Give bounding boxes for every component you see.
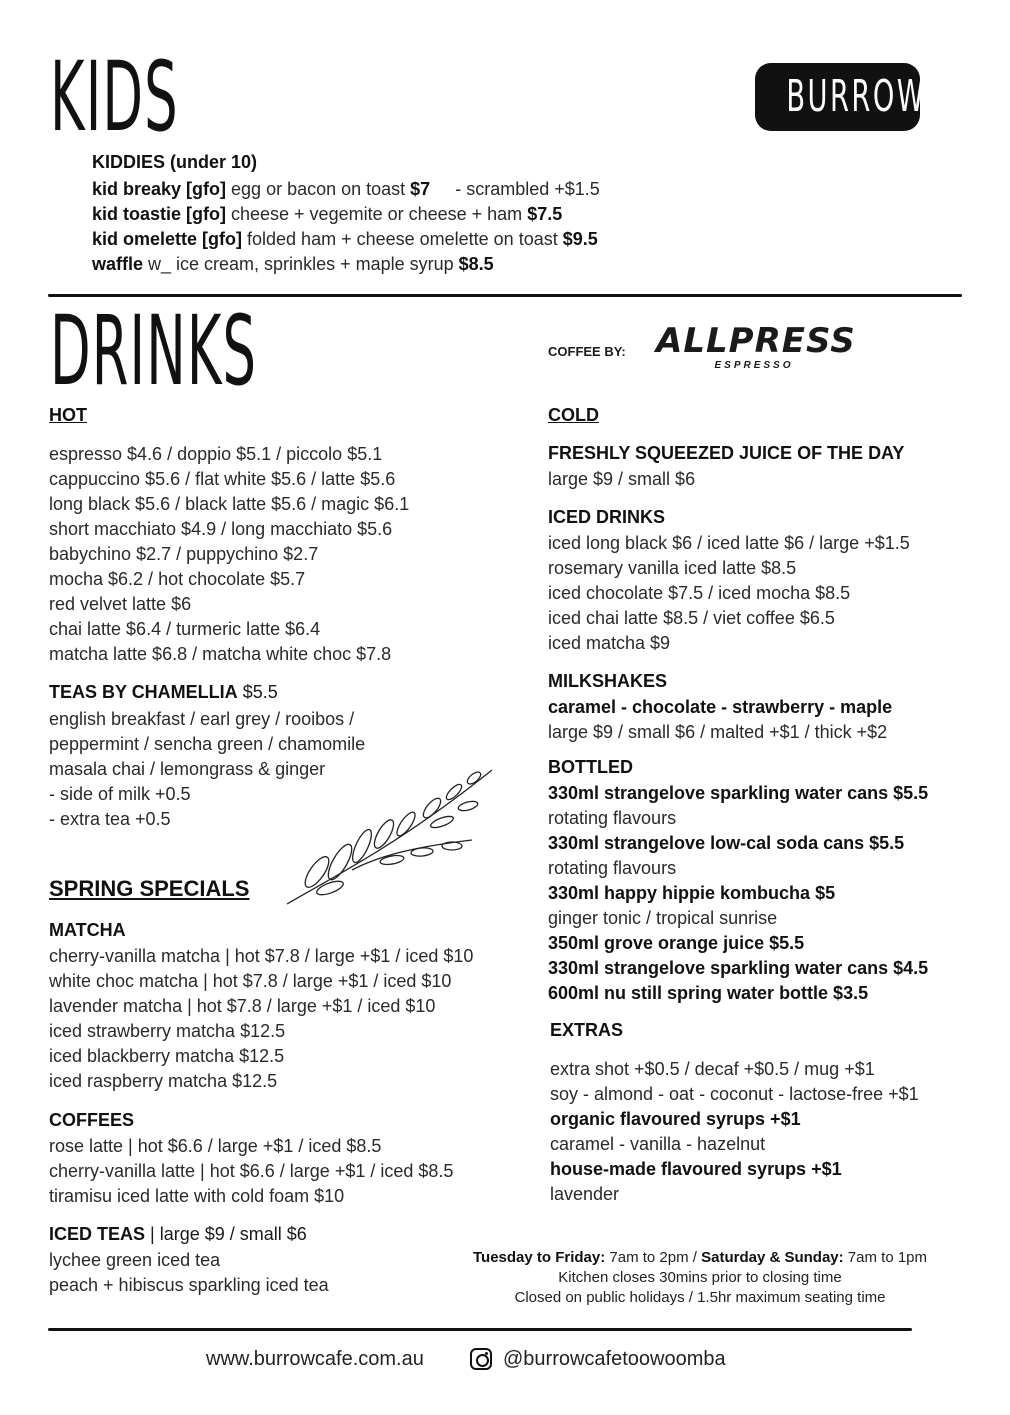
list-item: tiramisu iced latte with cold foam $10 xyxy=(49,1186,345,1206)
list-item: iced raspberry matcha $12.5 xyxy=(49,1071,278,1091)
list-item: lavender matcha | hot $7.8 / large +$1 / iced $10 xyxy=(49,996,436,1016)
list-item: iced chocolate $7.5 / iced mocha $8.5 xyxy=(548,583,851,603)
menu-item: kid omelette [gfo] folded ham + cheese omelette on toast $9.5 xyxy=(92,229,598,249)
instagram-icon xyxy=(470,1348,492,1370)
milkshake-prices: large $9 / small $6 / malted +$1 / thick +$2 xyxy=(548,722,888,742)
list-item: short macchiato $4.9 / long macchiato $5.6 xyxy=(49,519,393,539)
juice-heading: FRESHLY SQUEEZED JUICE OF THE DAY xyxy=(548,443,905,463)
coffees-heading: COFFEES xyxy=(49,1110,135,1130)
burrow-logo xyxy=(755,63,927,131)
bottled-list xyxy=(548,781,928,1006)
spring-specials-heading: SPRING SPECIALS xyxy=(49,876,250,901)
list-item: cappuccino $5.6 / flat white $5.6 / latte $5.6 xyxy=(49,469,396,489)
list-item: matcha latte $6.8 / matcha white choc $7.8 xyxy=(49,644,392,664)
list-item: cherry-vanilla latte | hot $6.6 / large +$1 / iced $8.5 xyxy=(49,1161,454,1181)
list-item: mocha $6.2 / hot chocolate $5.7 xyxy=(49,569,306,589)
list-item: espresso $4.6 / doppio $5.1 / piccolo $5.1 xyxy=(49,444,383,464)
list-item: 600ml nu still spring water bottle $3.5 xyxy=(548,983,869,1003)
juice-prices: large $9 / small $6 xyxy=(548,469,696,489)
leaf-sprig-icon xyxy=(282,762,502,912)
milkshakes-heading: MILKSHAKES xyxy=(548,671,668,691)
list-item: peppermint / sencha green / chamomile xyxy=(49,734,366,754)
iced-teas-heading: ICED TEAS | large $9 / small $6 xyxy=(49,1224,307,1244)
list-item: cherry-vanilla matcha | hot $7.8 / large +$1 / iced $10 xyxy=(49,946,474,966)
list-item: organic flavoured syrups +$1 xyxy=(550,1109,801,1129)
menu-item: kid toastie [gfo] cheese + vegemite or cheese + ham $7.5 xyxy=(92,204,563,224)
list-item: iced long black $6 / iced latte $6 / large +$1.5 xyxy=(548,533,910,553)
iced-drinks-heading: ICED DRINKS xyxy=(548,507,666,527)
list-item: 350ml grove orange juice $5.5 xyxy=(548,933,805,953)
list-item: masala chai / lemongrass & ginger xyxy=(49,759,326,779)
extras-list xyxy=(550,1057,919,1207)
kids-title: KIDS xyxy=(50,41,179,153)
iced-drinks-list xyxy=(548,531,910,656)
list-item: rosemary vanilla iced latte $8.5 xyxy=(548,558,797,578)
list-item: iced chai latte $8.5 / viet coffee $6.5 xyxy=(548,608,835,628)
cold-heading: COLD xyxy=(548,405,599,425)
extras-heading: EXTRAS xyxy=(550,1020,624,1040)
instagram-handle[interactable]: @burrowcafetoowoomba xyxy=(503,1348,726,1370)
matcha-heading: MATCHA xyxy=(49,920,126,940)
matcha-list xyxy=(49,944,473,1094)
menu-item: waffle w_ ice cream, sprinkles + maple syrup $8.5 xyxy=(92,254,494,274)
list-item: iced blackberry matcha $12.5 xyxy=(49,1046,285,1066)
list-item: red velvet latte $6 xyxy=(49,594,192,614)
coffee-by-label: COFFEE BY: xyxy=(548,344,626,359)
list-item: - side of milk +0.5 xyxy=(49,784,191,804)
list-item: 330ml strangelove sparkling water cans $5.5 xyxy=(548,783,929,803)
list-item: english breakfast / earl grey / rooibos / xyxy=(49,709,355,729)
allpress-logo-text: ALLPRESS xyxy=(656,321,856,361)
allpress-logo-subtext: ESPRESSO xyxy=(714,360,794,371)
list-item: chai latte $6.4 / turmeric latte $6.4 xyxy=(49,619,321,639)
list-item: iced strawberry matcha $12.5 xyxy=(49,1021,286,1041)
bottled-heading: BOTTLED xyxy=(548,757,633,777)
list-item: white choc matcha | hot $7.8 / large +$1 / iced $10 xyxy=(49,971,452,991)
kids-menu xyxy=(92,177,600,277)
list-item: house-made flavoured syrups +$1 xyxy=(550,1159,842,1179)
list-item: lychee green iced tea xyxy=(49,1250,221,1270)
hot-list xyxy=(49,442,409,667)
list-item: peach + hibiscus sparkling iced tea xyxy=(49,1275,329,1295)
list-item: ginger tonic / tropical sunrise xyxy=(548,908,778,928)
list-item: 330ml strangelove sparkling water cans $4.5 xyxy=(548,958,929,978)
drinks-title: DRINKS xyxy=(50,295,258,407)
allpress-logo xyxy=(656,321,856,378)
list-item: rose latte | hot $6.6 / large +$1 / iced $8.5 xyxy=(49,1136,382,1156)
list-item: 330ml happy hippie kombucha $5 xyxy=(548,883,836,903)
teas-heading: TEAS BY CHAMELLIA $5.5 xyxy=(49,682,278,702)
list-item: rotating flavours xyxy=(548,858,677,878)
opening-hours xyxy=(440,1248,960,1308)
coffees-list xyxy=(49,1134,453,1209)
kitchen-closes-note: Kitchen closes 30mins prior to closing time xyxy=(558,1269,842,1286)
holidays-note: Closed on public holidays / 1.5hr maximum seating time xyxy=(514,1289,886,1306)
list-item: rotating flavours xyxy=(548,808,677,828)
kiddies-heading: KIDDIES (under 10) xyxy=(92,152,258,172)
list-item: lavender xyxy=(550,1184,620,1204)
list-item: long black $5.6 / black latte $5.6 / magic $6.1 xyxy=(49,494,410,514)
list-item: iced matcha $9 xyxy=(548,633,671,653)
list-item: caramel - vanilla - hazelnut xyxy=(550,1134,766,1154)
milkshake-flavours: caramel - chocolate - strawberry - maple xyxy=(548,697,893,717)
list-item: extra shot +$0.5 / decaf +$0.5 / mug +$1 xyxy=(550,1059,875,1079)
iced-teas-list xyxy=(49,1248,329,1298)
list-item: 330ml strangelove low-cal soda cans $5.5 xyxy=(548,833,905,853)
list-item: babychino $2.7 / puppychino $2.7 xyxy=(49,544,319,564)
hot-heading: HOT xyxy=(49,405,87,425)
website-link[interactable]: www.burrowcafe.com.au xyxy=(206,1348,424,1370)
list-item: soy - almond - oat - coconut - lactose-free +$1 xyxy=(550,1084,919,1104)
menu-item: kid breaky [gfo] egg or bacon on toast $7 - scrambled +$1.5 xyxy=(92,179,600,199)
list-item: - extra tea +0.5 xyxy=(49,809,171,829)
footer-divider xyxy=(48,1328,912,1331)
burrow-logo-text: BURROW xyxy=(786,71,927,122)
hours-line: Tuesday to Friday: 7am to 2pm / Saturday & Sunday: 7am to 1pm xyxy=(472,1249,928,1266)
